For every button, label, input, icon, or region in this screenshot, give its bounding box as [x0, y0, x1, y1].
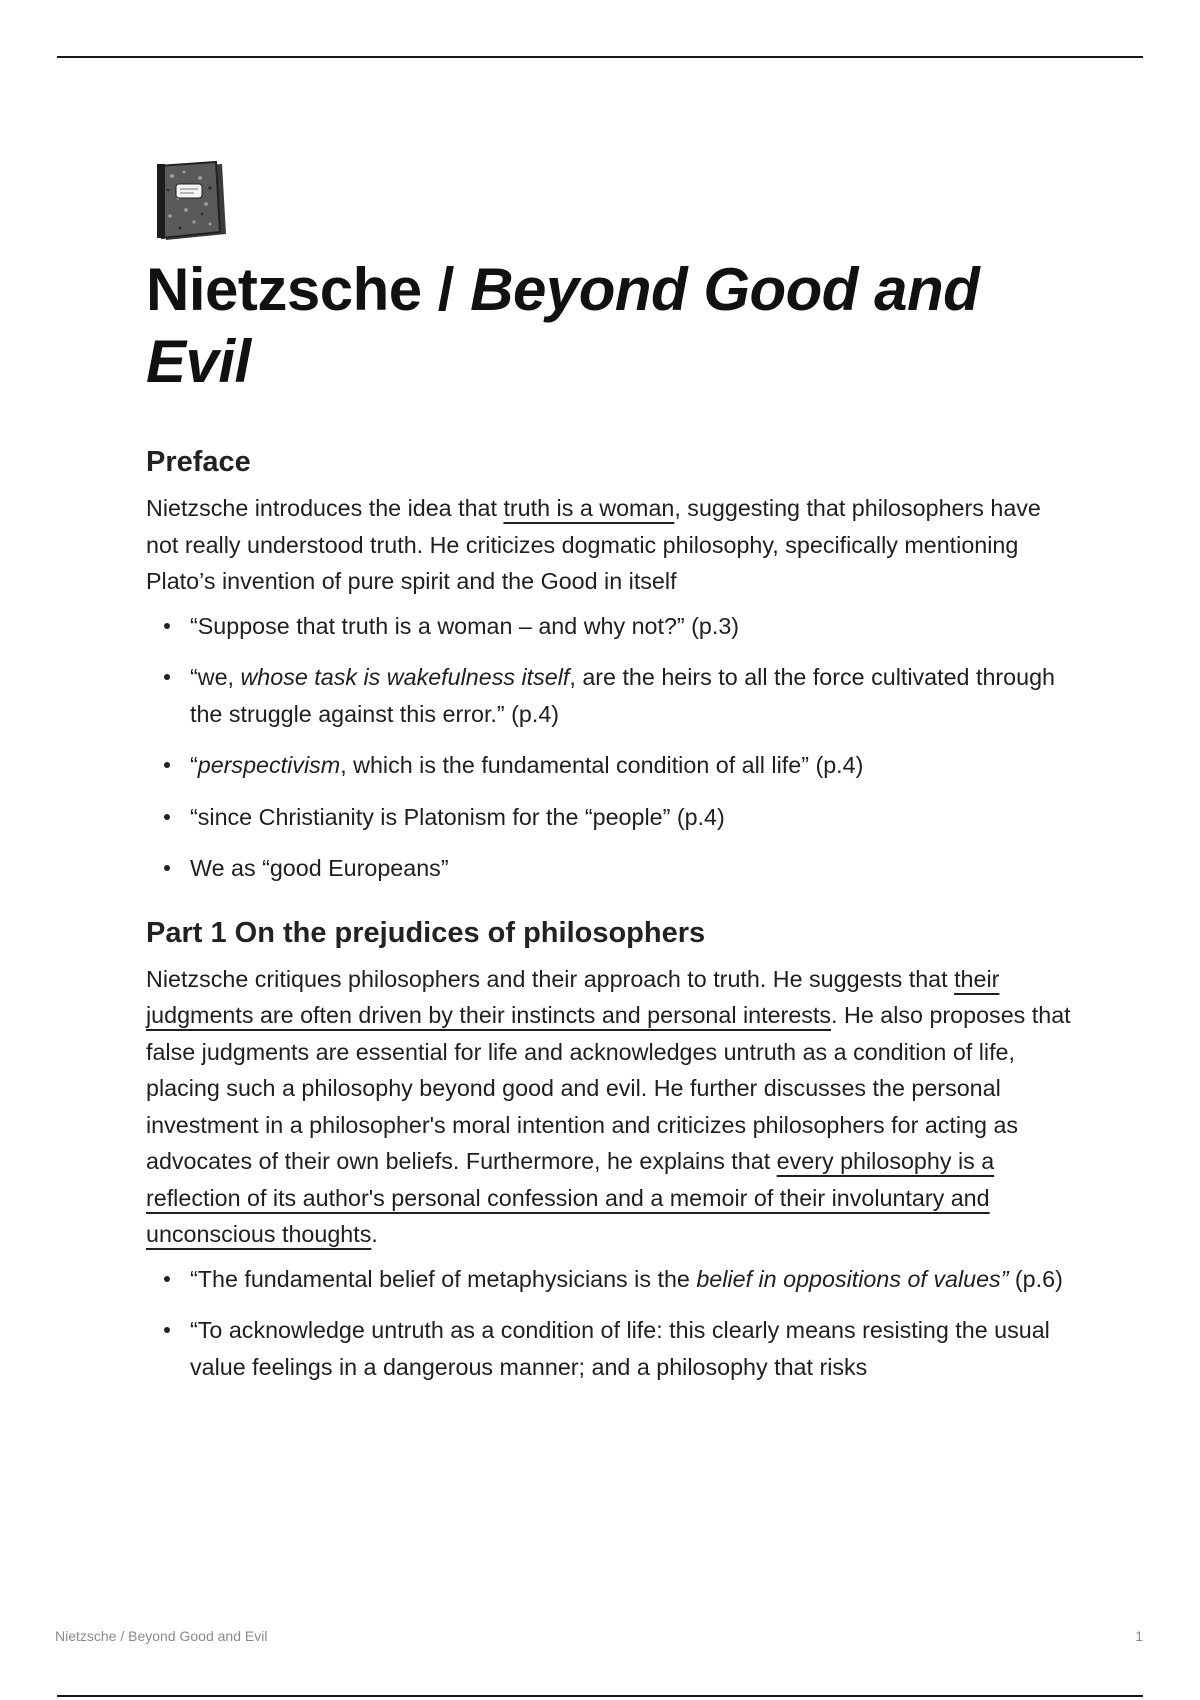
- notebook-icon: [150, 158, 228, 244]
- preface-paragraph: Nietzsche introduces the idea that truth is a woman, suggesting that philosophers have not really understood truth. He criticizes dogmatic philosophy, specifically mentioning Plato’s invention of pure spirit and the Good in itself: [146, 495, 1041, 594]
- list-item: “The fundamental belief of metaphysicians is the belief in oppositions of values” (p.6): [190, 1261, 1076, 1298]
- top-rule: [57, 56, 1143, 58]
- preface-heading: Preface: [146, 446, 251, 478]
- list-item: We as “good Europeans”: [190, 850, 1076, 887]
- page-number: 1: [1135, 1628, 1143, 1644]
- underlined-text: every philosophy is a reflection of its author's personal confession and a memoir of their involuntary and unconscious thoughts: [146, 1148, 995, 1247]
- list-item: “we, whose task is wakefulness itself, are the heirs to all the force cultivated through the struggle against this error.” (p.4): [190, 659, 1076, 732]
- list-item: “Suppose that truth is a woman – and why not?” (p.3): [190, 608, 1076, 645]
- preface-quote-list: [146, 608, 1076, 887]
- page-content: [146, 158, 1076, 1400]
- part1-quote-list: [146, 1261, 1076, 1386]
- list-item: “since Christianity is Platonism for the “people” (p.4): [190, 799, 1076, 836]
- part1-heading: Part 1 On the prejudices of philosophers: [146, 916, 706, 949]
- part1-paragraph: Nietzsche critiques philosophers and their approach to truth. He suggests that their judgments are often driven by their instincts and personal interests. He also proposes that false judgments are essential for life and acknowledges untruth as a condition of life, placing such a philosophy beyond good and evil. He further discusses the personal investment in a philosopher's moral intention and criticizes philosophers for acting as advocates of their own beliefs. Furthermore, he explains that every philosophy is a reflection of its author's personal confession and a memoir of their involuntary and unconscious thoughts.: [146, 965, 1071, 1247]
- underlined-text: truth is a woman: [503, 495, 675, 521]
- list-item: “To acknowledge untruth as a condition of life: this clearly means resisting the usual value feelings in a dangerous manner; and a philosophy that risks: [190, 1312, 1076, 1385]
- footer-title: Nietzsche / Beyond Good and Evil: [55, 1628, 268, 1644]
- bottom-rule: [57, 1695, 1143, 1697]
- underlined-text: their judgments are often driven by their instincts and personal interests: [146, 965, 1000, 1028]
- list-item: “perspectivism, which is the fundamental condition of all life” (p.4): [190, 747, 1076, 784]
- page-title: Nietzsche / Beyond Good and Evil: [146, 256, 980, 395]
